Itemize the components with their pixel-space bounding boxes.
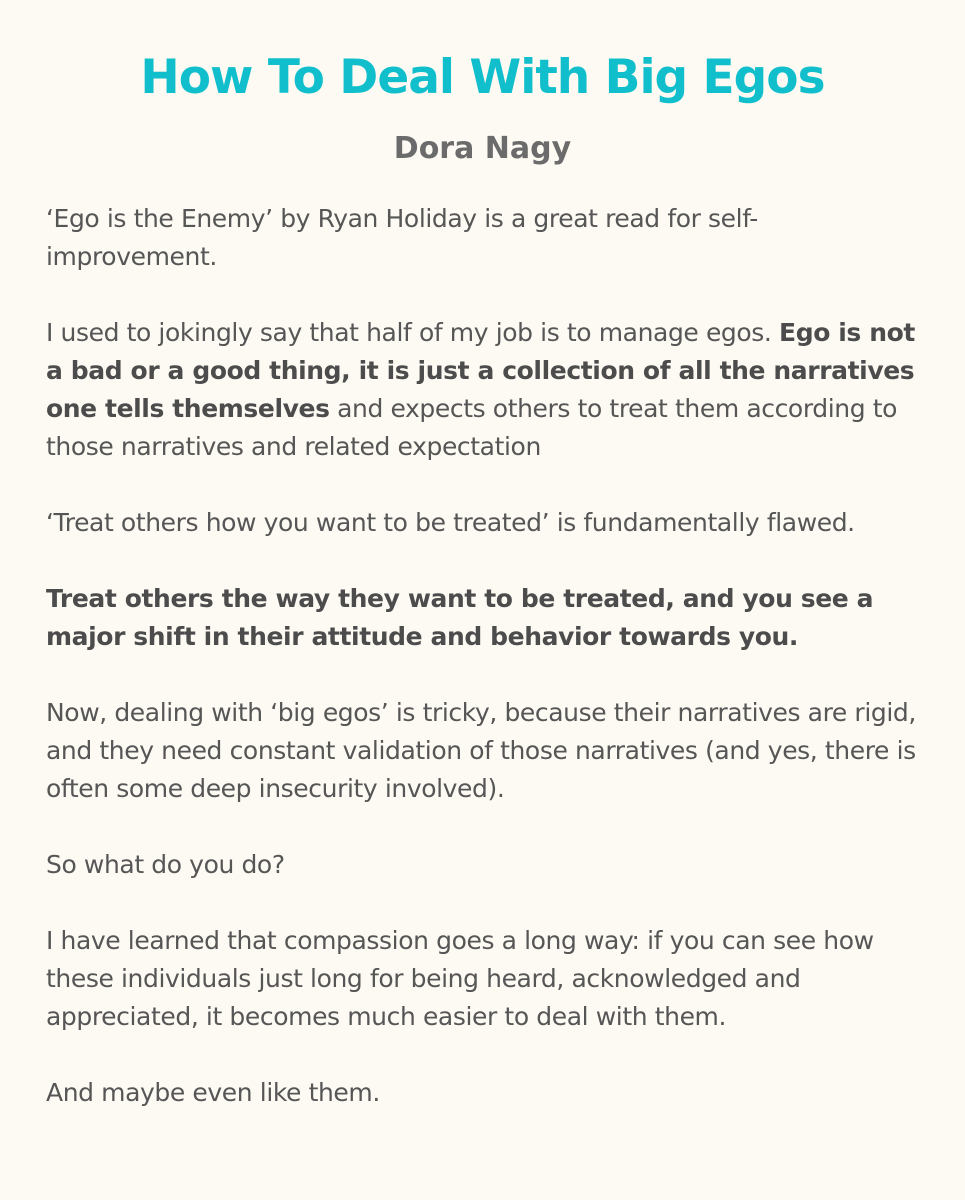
paragraph-7: I have learned that compassion goes a long way: if you can see how these individuals just long for being heard, acknowledged and appreciated, it becomes much easier to deal with them. xyxy=(46,926,874,1031)
paragraph-2 xyxy=(46,314,921,466)
post-body xyxy=(46,200,921,1150)
paragraph-2-intro: I used to jokingly say that half of my job is to manage egos. xyxy=(46,318,780,347)
paragraph-2-emphasis: Ego is not a bad or a good thing, it is just a collection of all the narratives one tells themselves xyxy=(46,318,915,423)
paragraph-2-rest: and expects others to treat them according to those narratives and related expectation xyxy=(46,394,898,461)
paragraph-3: ‘Treat others how you want to be treated’ is fundamentally flawed. xyxy=(46,508,855,537)
paragraph-5: Now, dealing with ‘big egos’ is tricky, because their narratives are rigid, and they need constant validation of those narratives (and yes, there is often some deep insecurity involved). xyxy=(46,698,916,803)
author-name: Dora Nagy xyxy=(393,131,572,166)
paragraph-4-emphasis: Treat others the way they want to be treated, and you see a major shift in their attitude and behavior towards you. xyxy=(46,584,874,651)
post-title: How To Deal With Big Egos xyxy=(140,50,825,105)
paragraph-8: And maybe even like them. xyxy=(46,1078,380,1107)
paragraph-6: So what do you do? xyxy=(46,850,285,879)
paragraph-1: ‘Ego is the Enemy’ by Ryan Holiday is a great read for self-improvement. xyxy=(46,204,758,271)
